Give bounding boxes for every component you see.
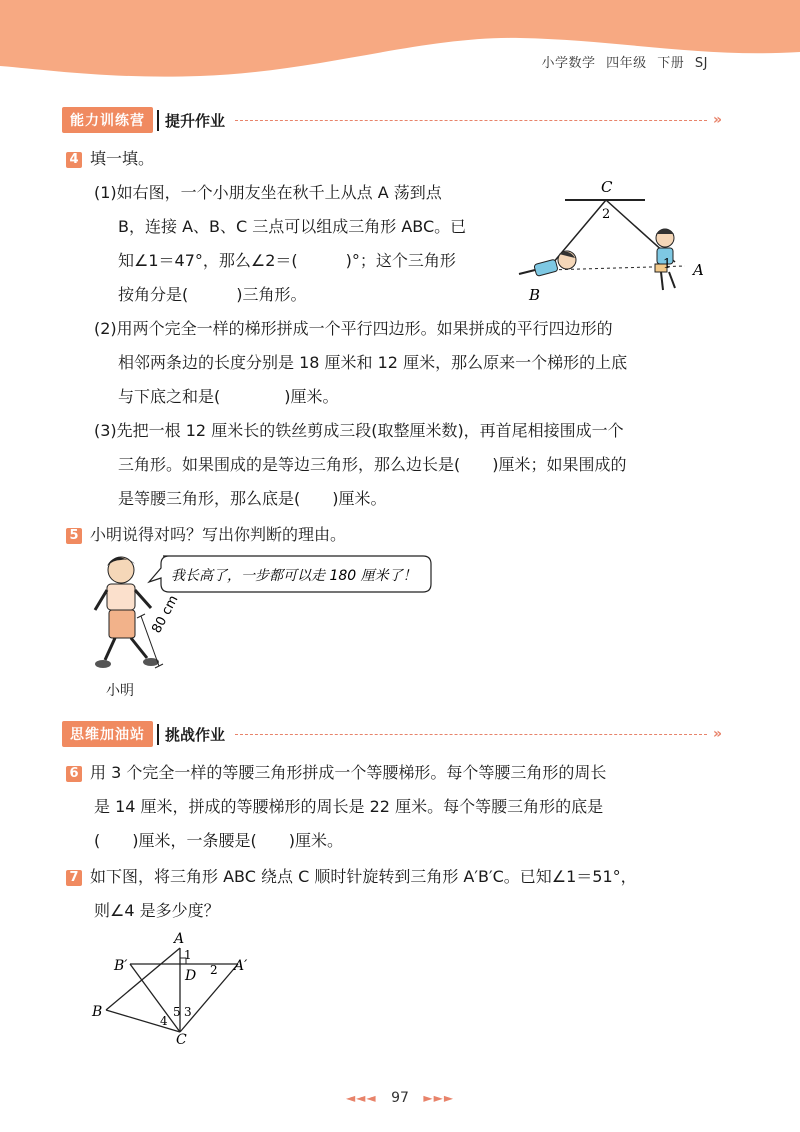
label-b: B bbox=[92, 1004, 103, 1020]
label-d: D bbox=[185, 968, 197, 984]
label-angle-2: 2 bbox=[210, 963, 218, 977]
speech-text: 我长高了，一步都可以走 180 厘米了！ bbox=[171, 568, 417, 584]
question-text: 如下图，将三角形 ABC 绕点 C 顺时针旋转到三角形 A′B′C。已知∠1＝51°， bbox=[90, 867, 637, 886]
q4-part2-line2: 相邻两条边的长度分别是 18 厘米和 12 厘米，那么原来一个梯形的上底 bbox=[118, 353, 628, 372]
label-angle-4: 4 bbox=[160, 1014, 168, 1028]
measure-label: 80 cm bbox=[149, 593, 182, 636]
section-divider bbox=[235, 734, 707, 735]
question-number: 6 bbox=[66, 766, 82, 782]
xiaoming-figure bbox=[85, 552, 445, 680]
section-divider bbox=[235, 120, 707, 121]
right-arrows-icon: ►►► bbox=[423, 1091, 455, 1105]
q4-part1-line3: 知∠1＝47°，那么∠2＝( )°；这个三角形 bbox=[118, 251, 456, 270]
section-tag: 能力训练营 bbox=[62, 107, 153, 133]
label-angle-5: 5 bbox=[173, 1005, 181, 1019]
book-info: 小学数学 四年级 下册 SJ bbox=[541, 56, 708, 71]
q4-part3-line3: 是等腰三角形，那么底是( )厘米。 bbox=[118, 489, 387, 508]
question-4-title bbox=[66, 142, 154, 176]
swing-figure bbox=[505, 178, 715, 306]
q4-part3-line2: 三角形。如果围成的是等边三角形，那么边长是( )厘米；如果围成的 bbox=[118, 455, 627, 474]
label-angle-3: 3 bbox=[184, 1005, 192, 1019]
side-bc bbox=[106, 1010, 180, 1032]
q4-part1-line1: (1)如右图，一个小朋友坐在秋千上从点 A 荡到点 bbox=[94, 183, 442, 202]
question-6-line2: 是 14 厘米，拼成的等腰梯形的周长是 22 厘米。每个等腰三角形的底是 bbox=[94, 797, 604, 816]
label-c: C bbox=[176, 1032, 187, 1046]
rotation-figure bbox=[88, 928, 278, 1046]
page-footer bbox=[0, 1090, 800, 1106]
q4-part1-line2: B，连接 A、B、C 三点可以组成三角形 ABC。已 bbox=[118, 217, 467, 236]
question-text: 填一填。 bbox=[90, 149, 155, 168]
q4-part2-line3: 与下底之和是( )厘米。 bbox=[118, 387, 339, 406]
label-a: A bbox=[174, 931, 185, 947]
side-cb bbox=[547, 200, 606, 270]
section-subtitle: 提升作业 bbox=[157, 110, 225, 131]
child-at-b-icon bbox=[519, 251, 576, 276]
header-band bbox=[0, 0, 800, 90]
question-7-line1 bbox=[66, 860, 637, 894]
label-b-prime: B′ bbox=[114, 958, 128, 974]
page-number: 97 bbox=[391, 1090, 409, 1106]
double-chevron-icon: » bbox=[712, 726, 722, 742]
q4-part2-line1: (2)用两个完全一样的梯形拼成一个平行四边形。如果拼成的平行四边形的 bbox=[94, 319, 613, 338]
label-a-prime: A′ bbox=[234, 958, 248, 974]
section-bar-thinking bbox=[62, 720, 722, 748]
question-7-line2: 则∠4 是多少度？ bbox=[94, 901, 220, 920]
question-text: 用 3 个完全一样的等腰三角形拼成一个等腰梯形。每个等腰三角形的周长 bbox=[90, 763, 607, 782]
question-text: 小明说得对吗？写出你判断的理由。 bbox=[90, 525, 347, 544]
label-a: A bbox=[693, 261, 704, 279]
label-b: B bbox=[529, 286, 541, 304]
section-subtitle: 挑战作业 bbox=[157, 724, 225, 745]
label-c: C bbox=[601, 178, 613, 196]
label-angle-2: 2 bbox=[602, 207, 611, 222]
q4-part3-line1: (3)先把一根 12 厘米长的铁丝剪成三段(取整厘米数)，再首尾相接围成一个 bbox=[94, 421, 624, 440]
question-number: 7 bbox=[66, 870, 82, 886]
label-angle-1: 1 bbox=[184, 948, 192, 962]
side-b1c bbox=[130, 964, 180, 1032]
boy-walking-icon bbox=[95, 557, 159, 668]
double-chevron-icon: » bbox=[712, 112, 722, 128]
section-tag: 思维加油站 bbox=[62, 721, 153, 747]
section-bar-ability bbox=[62, 106, 722, 134]
left-arrows-icon: ◄◄◄ bbox=[345, 1091, 377, 1105]
question-5-title bbox=[66, 518, 346, 552]
question-number: 4 bbox=[66, 152, 82, 168]
xiaoming-name: 小明 bbox=[106, 683, 134, 699]
question-6-line3: ( )厘米，一条腰是( )厘米。 bbox=[94, 831, 343, 850]
question-number: 5 bbox=[66, 528, 82, 544]
label-angle-1: 1 bbox=[663, 257, 672, 272]
q4-part1-line4: 按角分是( )三角形。 bbox=[118, 285, 307, 304]
question-6-line1 bbox=[66, 756, 606, 790]
